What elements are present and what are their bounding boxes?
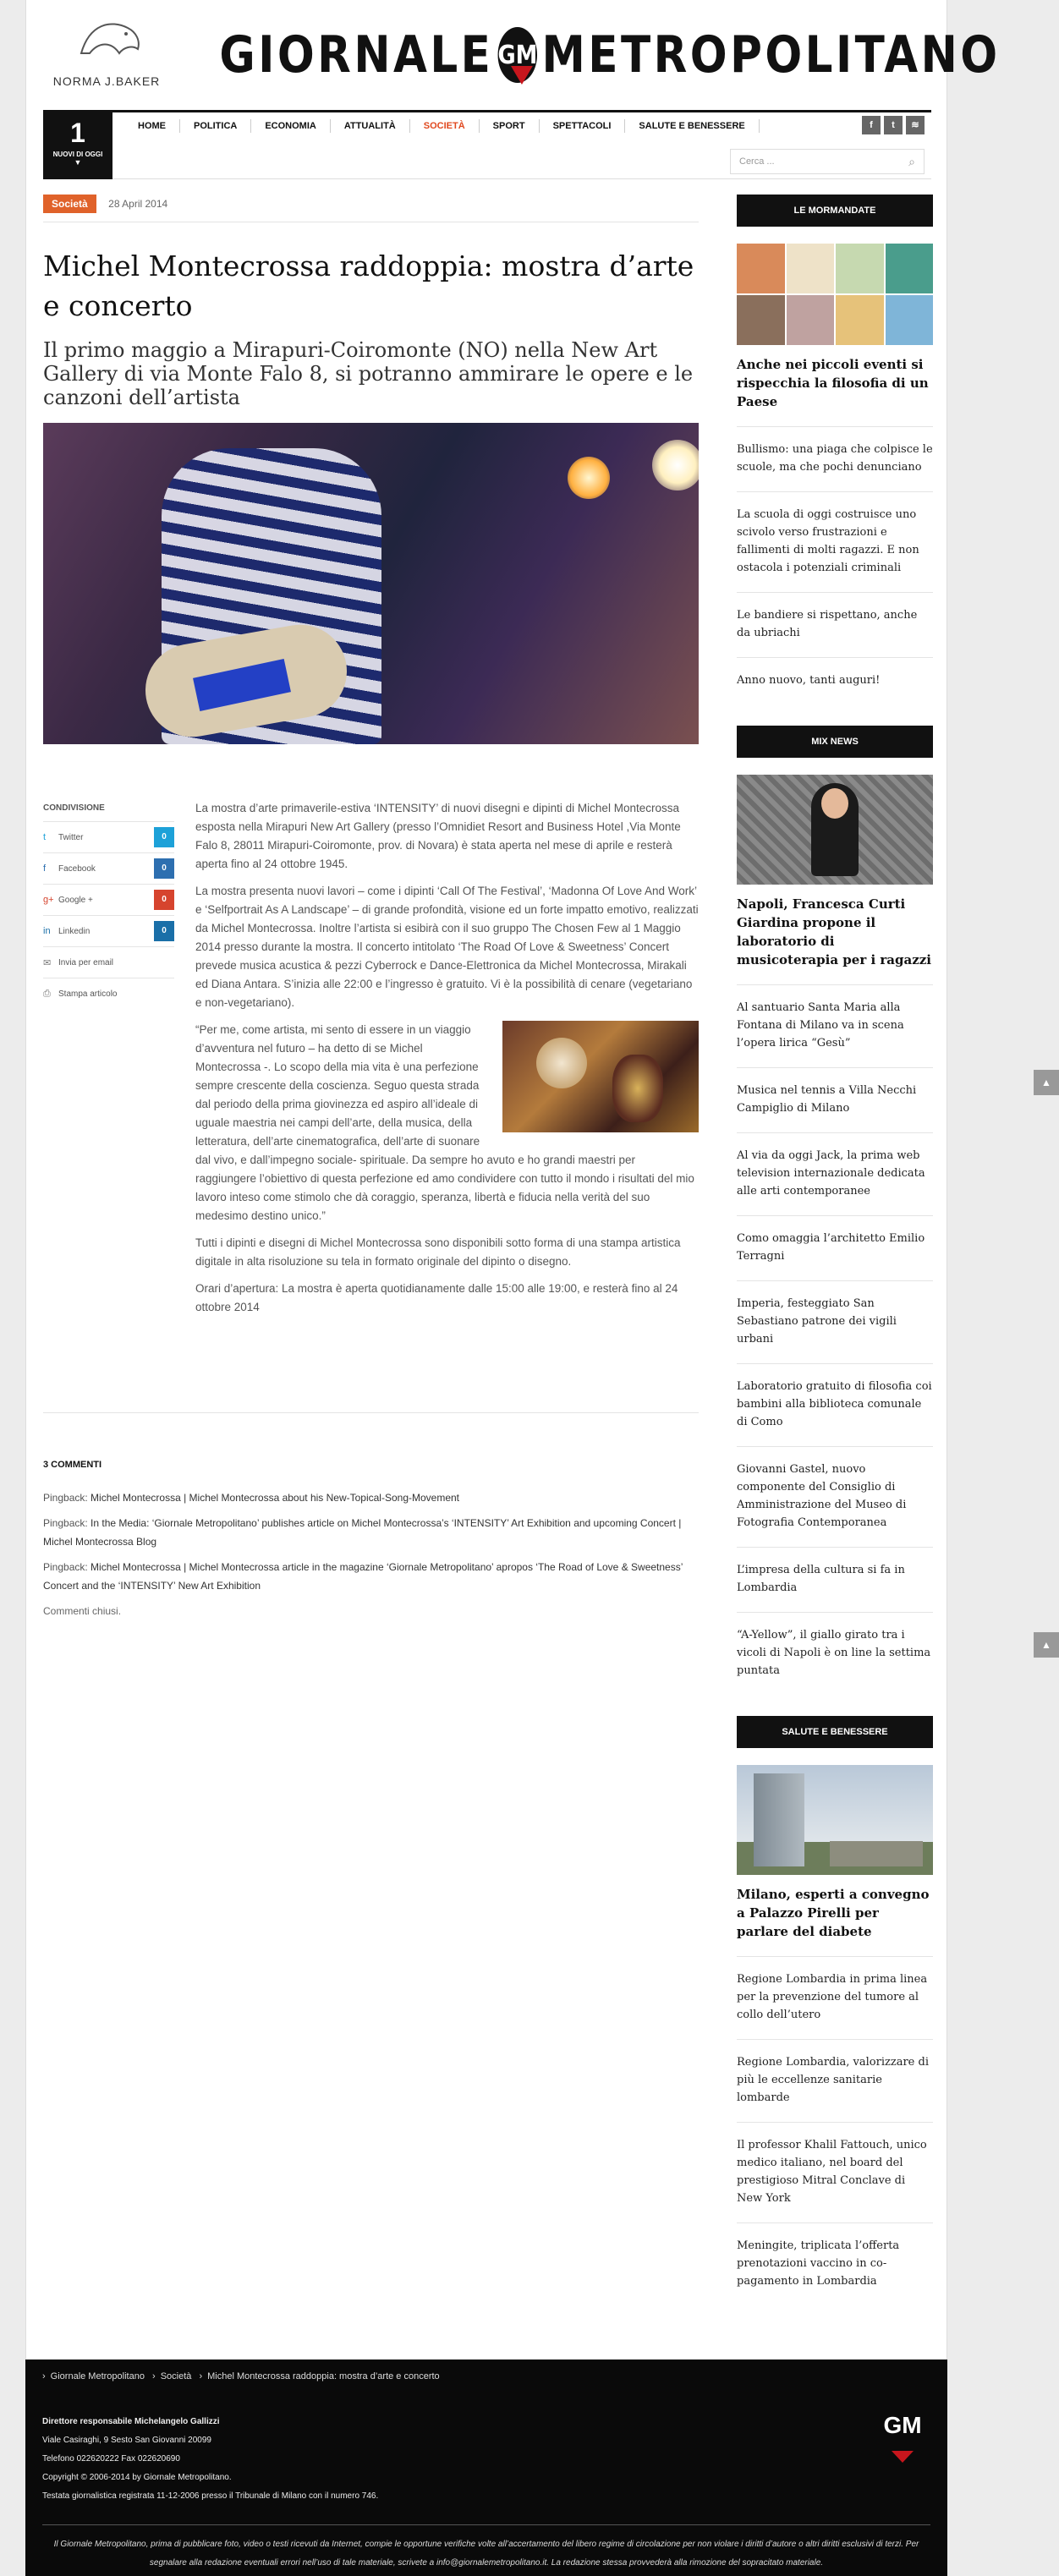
twitter-icon[interactable]: t [884,116,903,134]
search-icon[interactable]: ⌕ [908,155,915,168]
comment-pingback [43,1514,699,1551]
breadcrumb-current: Michel Montecrossa raddoppia: mostra d’arte e concerto [207,2371,440,2381]
gm-footer-logo[interactable]: GM [881,2412,924,2454]
breadcrumb-item[interactable]: Società [160,2371,192,2381]
section-heading-mormandate[interactable]: LE MORMANDATE [737,195,933,227]
sidebar-article-link[interactable]: L’impresa della cultura si fa in Lombardia [737,1547,933,1612]
email-share-link[interactable]: ✉ Invia per email [43,946,174,978]
article-hero-image [43,423,699,744]
today-label: NUOVI DI OGGI [52,151,103,158]
sidebar-article-link[interactable]: Musica nel tennis a Villa Necchi Campiglio di Milano [737,1067,933,1132]
share-count: 0 [154,890,174,910]
sidebar-article-link[interactable]: Regione Lombardia, valorizzare di più le eccellenze sanitarie lombarde [737,2039,933,2122]
paragraph: La mostra d’arte primaverile-estiva ‘INTENSITY’ di nuovi disegni e dipinti di Michel Montecrossa esposta nella Mirapuri New Art Gallery (presso l’Omnidiet Resort and Business Hotel ,Via Monte Falo 8, 28011 Mirapuri-Coiromonte, prov. di Novara) è stata aperta nel mese di aprile e resterà aperta fino al 24 ottobre 1945. [195,802,681,870]
footer-copyright: Copyright © 2006-2014 by Giornale Metropolitano. [42,2473,232,2482]
masthead-right: METROPOLITANO [541,25,1001,85]
article-date: 28 April 2014 [108,198,168,210]
share-count: 0 [154,858,174,879]
paragraph: Tutti i dipinti e disegni di Michel Montecrossa sono disponibili sotto forma di una stampa artistica digitale in alta risoluzione su tela in formato originale del dipinto o disegno. [195,1236,681,1268]
site-masthead[interactable] [219,25,1001,85]
masthead-left: GIORNALE [219,25,494,85]
scroll-up-button[interactable]: ▲ [1034,1070,1059,1095]
mixnews-thumbnail[interactable] [737,775,933,885]
quote-paragraph: “Per me, come artista, mi sento di essere in un viaggio d’avventura nel futuro – ha detto di se Michel Montecrossa -. Lo scopo della mia vita è una perfezione sempre crescente della coscienza. Seguo questa strada dal periodo della prima giovinezza ed aspiro all’ideale di uguale maestria nei campi dell’arte, della musica, della letteratura, dell’arte cinematografica, dell’arte di suonare dal vivo, e dall’impegno sociale- spirituale. Da sempre ho avuto e ho grandi maestri per raggiungere l’obiettivo di questa perfezione ed amo condividere con tutto il mondo i risultati del mio lavoro inteso come stimolo che dà coraggio, speranza, libertà e fiducia nella verità del suo medesimo destino unico.” [195,1023,694,1222]
linkedin-icon: in [43,926,51,936]
mormandate-thumbnail[interactable] [737,244,933,345]
share-panel [43,803,174,1009]
partner-logo-text: NORMA J.BAKER [52,74,161,88]
envelope-icon: ✉ [43,957,52,968]
footer-disclaimer: Il Giornale Metropolitano, prima di pubblicare foto, video o testi ricevuti da Internet, compie le opportune verifiche volte all’accertamento del libero regime di circolazione per non violare i diritti d’autore o altri diritti esclusivi di terzi. Per segnalare alla redazione eventuali errori nell’uso di tale materiale, scrivete a info@giornalemetropolitano.it. La redazione stessa provvederà alla rimozione del sopracitato materiale. [53,2540,919,2568]
sidebar-article-link[interactable]: Le bandiere si rispettano, anche da ubriachi [737,592,933,657]
nav-item[interactable]: ATTUALITÀ [331,119,410,133]
comment-pingback [43,1488,699,1507]
facebook-icon[interactable]: f [862,116,881,134]
article-inline-image [502,1021,699,1132]
nav-item[interactable]: SPETTACOLI [540,119,626,133]
search-input[interactable] [730,149,925,174]
nav-item[interactable]: SALUTE E BENESSERE [625,119,759,133]
sidebar-article-link[interactable]: Regione Lombardia in prima linea per la prevenzione del tumore al collo dell’utero [737,1956,933,2039]
share-label: Google + [58,895,93,905]
paragraph: Orari d’apertura: La mostra è aperta quotidianamente dalle 15:00 alle 19:00, e resterà fino al 24 ottobre 2014 [195,1282,678,1313]
share-heading: CONDIVISIONE [43,803,105,813]
share-label: Twitter [58,832,84,842]
footer-info [42,2413,378,2506]
footer-phone: Telefono 022620222 Fax 022620690 [42,2454,180,2464]
article-title: Michel Montecrossa raddoppia: mostra d’arte e concerto [43,249,694,322]
scroll-up-button[interactable]: ▲ [1034,1632,1059,1658]
paragraph: La mostra presenta nuovi lavori – come i dipinti ‘Call Of The Festival’, ‘Madonna Of Love And Work’ e ‘Selfportrait As A Landscape’ – di grande profondità, visione ed un forte impatto emotivo, realizzati da Michel Montecrossa. Inoltre l’artista si esibirà con il suo gruppo The Chosen Few al 1 Maggio 2014 presso durante la mostra. Il concerto intitolato ‘The Road Of Love & Sweetness’ Concert prevede musica acustica & pezzi Cyberrock e Dance-Elettronica da Michel Montecrossa, Mirakali ed Diana Antara. S’inizia alle 22:00 e l’ingresso è gratuito. Vi è la possibilità di cenare (vegetariano e non-vegetariano). [195,885,699,1009]
section-heading-salute[interactable]: SALUTE E BENESSERE [737,1716,933,1748]
sidebar-article-link[interactable]: Meningite, triplicata l’offerta prenotazioni vaccino in co-pagamento in Lombardia [737,2222,933,2305]
comment-pingback [43,1558,699,1595]
share-label: Facebook [58,863,96,874]
mask-figure [536,1038,587,1088]
nav-item[interactable]: POLITICA [180,119,251,133]
footer-registration: Testata giornalistica registrata 11-12-2006 presso il Tribunale di Milano con il numero 746. [42,2491,379,2501]
sidebar-article-link[interactable]: Il professor Khalil Fattouch, unico medico italiano, nel board del prestigioso Mitral Conclave di New York [737,2122,933,2222]
gm-logo-icon: GM [498,27,538,83]
pingback-label: Pingback: [43,1517,88,1529]
sidebar-article-link[interactable]: La scuola di oggi costruisce uno scivolo verso frustrazioni e fallimenti di molti ragazzi. E non ostacola i potenziali criminali [737,491,933,592]
pingback-link[interactable]: In the Media: ‘Giornale Metropolitano’ publishes article on Michel Montecrossa’s ‘INTENSITY’ Art Exhibition and upcoming Concert | Michel Montecrossa Blog [43,1517,682,1548]
share-label: Linkedin [58,926,91,936]
rss-icon[interactable]: ≋ [906,116,925,134]
share-button[interactable] [43,852,174,884]
share-button[interactable] [43,884,174,915]
breadcrumb: › Giornale Metropolitano › Società › Michel Montecrossa raddoppia: mostra d’arte e concerto [42,2371,440,2381]
search-placeholder: Cerca ... [739,156,775,167]
sidebar-feature-link[interactable]: Anche nei piccoli eventi si rispecchia la filosofia di un Paese [737,357,929,409]
printer-icon: ⎙ [43,988,51,999]
sidebar-article-link[interactable]: Al santuario Santa Maria alla Fontana di Milano va in scena l’opera lirica “Gesù” [737,984,933,1067]
director-label: Direttore responsabile [42,2417,133,2426]
nav-menu [124,119,760,133]
main-navigation [43,110,931,179]
nav-item[interactable]: HOME [124,119,180,133]
sidebar-article-link[interactable]: “A-Yellow”, il giallo girato tra i vicoli di Napoli è on line la settima puntata [737,1612,933,1695]
footer [25,2360,947,2576]
article-body [195,799,699,1325]
social-links [862,116,925,134]
sidebar-article-link[interactable]: Anno nuovo, tanti auguri! [737,657,933,704]
pingback-label: Pingback: [43,1492,88,1504]
breadcrumb-item[interactable]: Giornale Metropolitano [50,2371,145,2381]
article-column [43,195,699,1617]
google-plus-icon: g+ [43,895,54,905]
share-count: 0 [154,921,174,941]
salute-thumbnail[interactable] [737,1765,933,1875]
page-container [25,0,1001,2576]
comments-title: 3 COMMENTI [43,1460,102,1470]
footer-address: Viale Casiraghi, 9 Sesto San Giovanni 20099 [42,2436,211,2445]
sidebar-article-link[interactable]: Imperia, festeggiato San Sebastiano patrone dei vigili urbani [737,1280,933,1363]
stage-light [652,440,699,491]
nav-item[interactable]: SOCIETÀ [410,119,480,133]
section-heading-mixnews[interactable]: MIX NEWS [737,726,933,758]
sidebar-article-link[interactable]: Laboratorio gratuito di filosofia coi bambini alla biblioteca comunale di Como [737,1363,933,1446]
print-link[interactable]: ⎙ Stampa articolo [43,978,174,1009]
pingback-label: Pingback: [43,1561,88,1573]
director-name: Michelangelo Gallizzi [134,2417,220,2426]
pingback-link[interactable]: Michel Montecrossa | Michel Montecrossa article in the magazine ‘Giornale Metropolitano’ apropos ‘The Road of Love & Sweetness’ Concert and the ‘INTENSITY’ New Art Exhibition [43,1561,683,1592]
divider [42,2524,930,2525]
panther-icon [77,15,145,66]
sidebar [737,195,933,2305]
stage-light [568,457,610,499]
share-count: 0 [154,827,174,847]
article-subtitle: Il primo maggio a Mirapuri-Coiromonte (NO) nella New Art Gallery di via Monte Falo 8, si potranno ammirare le opere e le canzoni dell’artista [43,338,694,409]
category-badge[interactable]: Società [43,195,96,213]
comments-section [43,1412,699,1627]
sidebar-feature-link[interactable]: Napoli, Francesca Curti Giardina propone il laboratorio di musicoterapia per i ragazzi [737,896,931,967]
comments-closed: Commenti chiusi. [43,1605,122,1617]
sidebar-article-link[interactable]: Bullismo: una piaga che colpisce le scuole, ma che pochi denunciano [737,426,933,491]
chevron-down-icon: ▼ [74,158,82,167]
share-button[interactable] [43,915,174,946]
sidebar-article-link[interactable]: Giovanni Gastel, nuovo componente del Consiglio di Amministrazione del Museo di Fotografia Contemporanea [737,1446,933,1547]
sidebar-feature-link[interactable]: Milano, esperti a convegno a Palazzo Pirelli per parlare del diabete [737,1887,930,1939]
norma-baker-logo[interactable] [43,15,170,91]
share-button[interactable] [43,821,174,852]
sidebar-article-link[interactable]: Al via da oggi Jack, la prima web television internazionale dedicata alle arti contemporanee [737,1132,933,1215]
mask-figure [612,1055,663,1122]
twitter-icon: t [43,832,47,842]
facebook-icon: f [43,863,47,874]
pingback-link[interactable]: Michel Montecrossa | Michel Montecrossa about his New-Topical-Song-Movement [91,1492,460,1504]
nav-item[interactable]: SPORT [480,119,540,133]
today-count: 1 [70,118,85,148]
sidebar-article-link[interactable]: Como omaggia l’architetto Emilio Terragni [737,1215,933,1280]
nav-item[interactable]: ECONOMIA [251,119,331,133]
today-news-box[interactable] [43,112,112,179]
